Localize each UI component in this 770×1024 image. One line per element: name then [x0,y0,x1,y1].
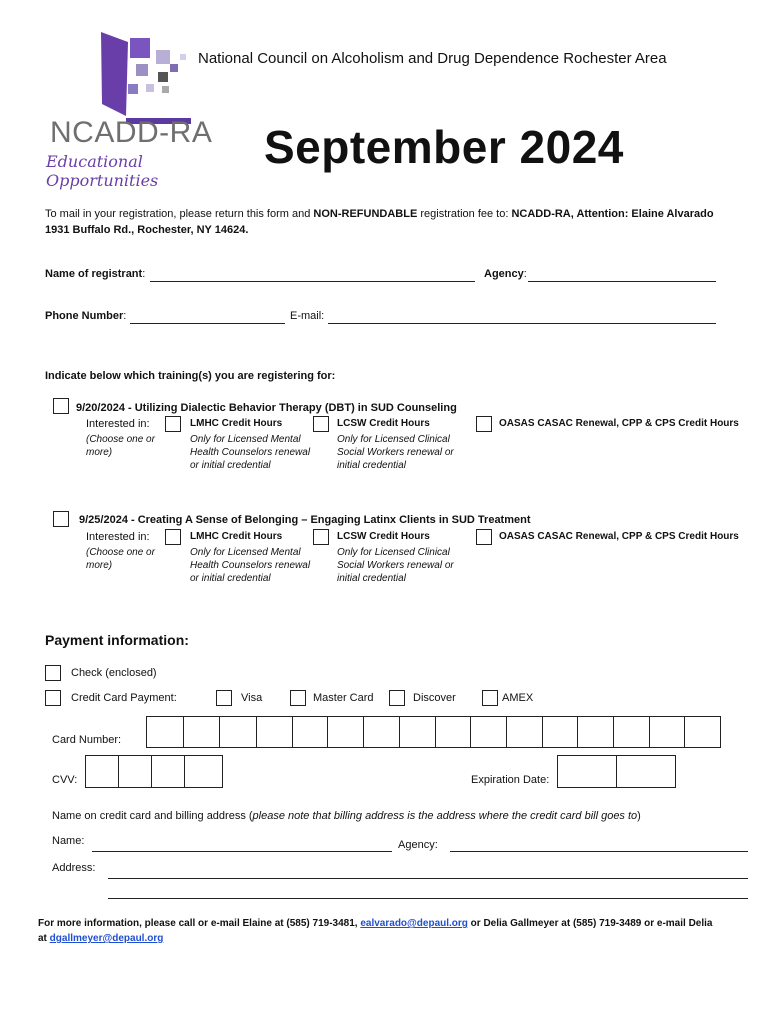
footer-contact: For more information, please call or e-mail Elaine at (585) 719-3481, ealvarado@depaul.org or Delia Gallmeyer at (585) 719-3489 or e-mail Delia at dgallmeyer@depaul.org [38,918,713,944]
oasas-label: OASAS CASAC Renewal, CPP & CPS Credit Hours [499,418,739,429]
card-number-label: Card Number: [52,734,122,746]
lcsw-label: LCSW Credit Hours [337,531,430,542]
check-label: Check (enclosed) [71,667,157,679]
training-2-title: 9/25/2024 - Creating A Sense of Belonging – Engaging Latinx Clients in SUD Treatment [79,514,531,526]
credit-card-checkbox[interactable] [45,690,61,706]
lmhc-note: Only for Licensed Mental Health Counselors renewal or initial credential [190,547,311,584]
name-label: Name: [52,835,85,847]
phone-label: Phone Number [45,310,124,322]
training-2-oasas-checkbox[interactable] [476,529,492,545]
choose-note: (Choose one or more) [86,547,155,571]
registrant-label: Name of registrant [45,268,143,280]
org-name: National Council on Alcoholism and Drug Dependence Rochester Area [198,50,667,67]
elaine-email-link[interactable]: ealvarado@depaul.org [360,918,468,929]
training-2-checkbox[interactable] [53,511,69,527]
registrant-name-field[interactable] [150,281,475,282]
logo [40,24,240,190]
lcsw-note: Only for Licensed Clinical Social Workers renewal or initial credential [337,434,454,471]
lmhc-note: Only for Licensed Mental Health Counselors renewal or initial credential [190,434,311,471]
agency-field[interactable] [528,281,716,282]
interested-label: Interested in: [86,531,150,543]
logo-text: NCADD-RA [50,116,213,149]
logo-graphic [96,24,196,124]
billing-agency-field[interactable] [450,851,748,852]
address-field-line-2[interactable] [108,898,748,899]
training-1-title: 9/20/2024 - Utilizing Dialectic Behavior Therapy (DBT) in SUD Counseling [76,402,457,414]
training-2-lmhc-checkbox[interactable] [165,529,181,545]
logo-tagline: Educational Opportunities [46,152,159,190]
delia-email-link[interactable]: dgallmeyer@depaul.org [49,933,164,944]
amex-label: AMEX [502,692,534,704]
visa-checkbox[interactable] [216,690,232,706]
visa-label: Visa [241,692,263,704]
amex-checkbox[interactable] [482,690,498,706]
address-field-line-1[interactable] [108,878,748,879]
discover-checkbox[interactable] [389,690,405,706]
expiration-label: Expiration Date: [471,774,550,786]
training-instruction: Indicate below which training(s) you are registering for: [45,370,336,382]
lcsw-label: LCSW Credit Hours [337,418,430,429]
check-checkbox[interactable] [45,665,61,681]
training-1-checkbox[interactable] [53,398,69,414]
billing-agency-label: Agency: [398,839,438,851]
page-title: September 2024 [264,121,624,173]
lmhc-label: LMHC Credit Hours [190,531,283,542]
training-1-oasas-checkbox[interactable] [476,416,492,432]
expiration-field[interactable] [557,755,676,788]
cvv-label: CVV: [52,774,78,786]
address-label: Address: [52,862,96,874]
oasas-label: OASAS CASAC Renewal, CPP & CPS Credit Hours [499,531,739,542]
training-2-lcsw-checkbox[interactable] [313,529,329,545]
billing-note: Name on credit card and billing address (please note that billing address is the address where the credit card bill goes to) [52,810,641,822]
lcsw-note: Only for Licensed Clinical Social Workers renewal or initial credential [337,547,454,584]
discover-label: Discover [413,692,456,704]
interested-label: Interested in: [86,418,150,430]
choose-note: (Choose one or more) [86,434,155,458]
phone-field[interactable] [130,323,285,324]
mastercard-checkbox[interactable] [290,690,306,706]
training-1-lcsw-checkbox[interactable] [313,416,329,432]
email-label: E-mail: [290,310,325,322]
payment-heading: Payment information: [45,632,189,648]
cvv-field[interactable] [85,755,223,788]
mastercard-label: Master Card [313,692,374,704]
credit-card-label: Credit Card Payment: [71,692,177,704]
mail-instructions: To mail in your registration, please return this form and NON-REFUNDABLE registration fee to: NCADD-RA, Attention: Elaine Alvarado 1931 Buffalo Rd., Rochester, NY 14624. [45,208,714,236]
email-field[interactable] [328,323,716,324]
agency-label: Agency [484,268,524,280]
lmhc-label: LMHC Credit Hours [190,418,283,429]
training-1-lmhc-checkbox[interactable] [165,416,181,432]
card-number-field[interactable] [146,716,721,748]
cardholder-name-field[interactable] [92,851,392,852]
